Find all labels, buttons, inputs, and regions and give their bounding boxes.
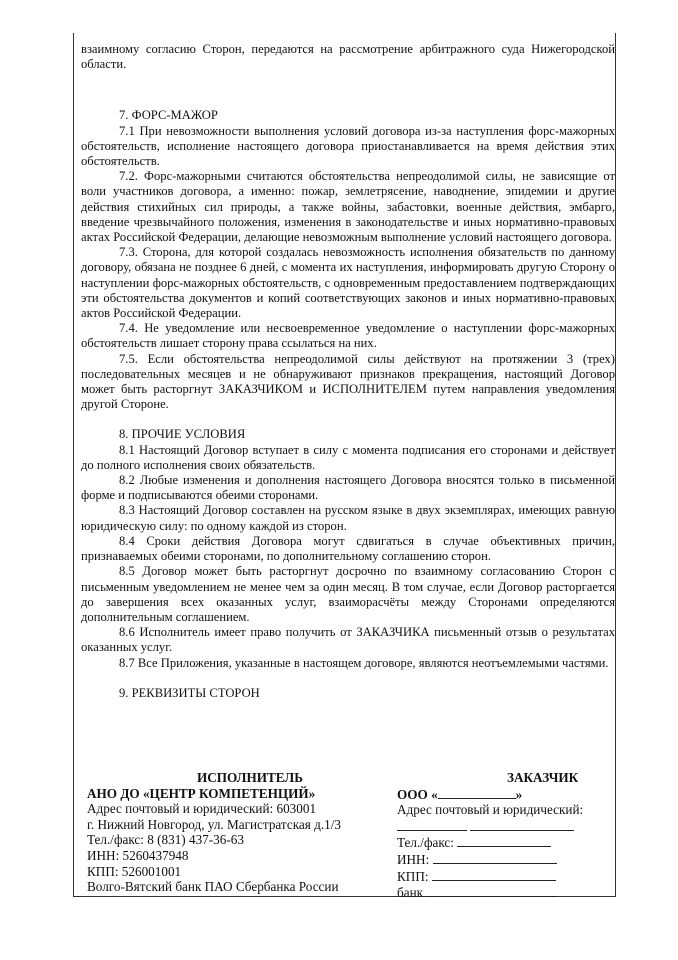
customer-address-label: Адрес почтовый и юридический:	[397, 802, 584, 818]
executor-org: АНО ДО «ЦЕНТР КОМПЕТЕНЦИЙ»	[87, 785, 316, 801]
clause-7-1: 7.1 При невозможности выполнения условий договора из-за наступления форс-мажорных обстоятельств, исполнение настоящего договора приостанавливается на время действия этих обстоятельств.	[81, 123, 615, 169]
executor-bank: Волго-Вятский банк ПАО Сбербанка России	[87, 879, 339, 895]
customer-block	[397, 770, 615, 901]
customer-inn-blank	[433, 851, 557, 864]
contract-body	[81, 42, 615, 701]
customer-bank	[397, 884, 615, 901]
customer-title: ЗАКАЗЧИК	[507, 770, 579, 785]
executor-address-line: г. Нижний Новгород, ул. Магистратская д.1/3	[87, 816, 341, 832]
page-border-right	[615, 33, 616, 897]
executor-kpp: КПП: 526001001	[87, 863, 182, 879]
section-8-heading: 8. ПРОЧИЕ УСЛОВИЯ	[119, 427, 246, 442]
clause-8-7: 8.7 Все Приложения, указанные в настоящем договоре, являются неотъемлемыми частями.	[119, 655, 609, 670]
executor-title: ИСПОЛНИТЕЛЬ	[197, 770, 303, 785]
customer-org-suffix: »	[515, 786, 523, 802]
clause-8-1: 8.1 Настоящий Договор вступает в силу с момента подписания его сторонами и действует до полного исполнения своих обязательств.	[81, 442, 615, 472]
customer-phone	[397, 834, 615, 851]
customer-kpp-blank	[432, 868, 556, 881]
executor-address-label: Адрес почтовый и юридический: 603001	[87, 801, 317, 817]
customer-org-prefix: ООО «	[397, 786, 438, 802]
clause-8-5: 8.5 Договор может быть расторгнут досрочно по взаимному согласованию Сторон с письменным уведомлением не менее чем за один месяц. В том случае, если Договор расторгается до завершения всех оказанных услуг, взаиморасчёты между Сторонами определяются дополнительным соглашением.	[81, 564, 615, 624]
page-border-left	[73, 33, 74, 897]
executor-block	[87, 770, 377, 895]
customer-bank-blank	[426, 884, 556, 897]
clause-7-2: 7.2. Форс-мажорными считаются обстоятельства непреодолимой силы, не зависящие от воли участников договора, а именно: пожар, землетрясение, наводнение, эпидемии и другие действия стихийных сил природы, а также войны, забастовки, военные действия, эмбарго, введение чрезвычайного положения, изменения в законодательстве и иных нормативно-правовых актах Российской Федерации, делающие невозможным выполнение условий настоящего договора.	[81, 169, 615, 245]
customer-org-blank	[438, 786, 516, 799]
customer-phone-blank	[457, 834, 551, 847]
intro-paragraph: взаимному согласию Сторон, передаются на рассмотрение арбитражного суда Нижегородской области.	[81, 42, 615, 72]
clause-7-3: 7.3. Сторона, для которой создалась невозможность исполнения обязательств по данному договору, обязана не позднее 6 дней, с момента их наступления, информировать другую Сторону о наступлении форс-мажорных обстоятельств, с одновременным предоставлением подтверждающих эти обстоятельства документов и копий соответствующих законов и иных нормативно-правовых актов Российской Федерации.	[81, 245, 615, 321]
clause-7-5: 7.5. Если обстоятельства непреодолимой силы действуют на протяжении 3 (трех) последовательных месяцев и не обнаруживают признаков прекращения, настоящий Договор может быть расторгнут ЗАКАЗЧИКОМ и ИСПОЛНИТЕЛЕМ путем направления уведомления другой Стороне.	[81, 351, 615, 412]
customer-inn	[397, 851, 615, 868]
customer-address-blank-1	[397, 818, 467, 831]
customer-bank-label: банк	[397, 885, 424, 901]
clause-8-3: 8.3 Настоящий Договор составлен на русском языке в двух экземплярах, имеющих равную юридическую силу: по одному каждой из сторон.	[81, 503, 615, 533]
customer-kpp	[397, 868, 615, 885]
customer-phone-label: Тел./факс:	[397, 835, 454, 851]
clause-7-4: 7.4. Не уведомление или несвоевременное уведомление о наступлении форс-мажорных обстоятельств лишает сторону права ссылаться на них.	[81, 321, 615, 351]
executor-phone: Тел./факс: 8 (831) 437-36-63	[87, 832, 244, 848]
section-9-heading: 9. РЕКВИЗИТЫ СТОРОН	[119, 685, 260, 700]
customer-address-blanks	[397, 818, 615, 835]
executor-inn: ИНН: 5260437948	[87, 847, 189, 863]
clause-8-4: 8.4 Сроки действия Договора могут сдвигаться в случае объективных причин, признаваемых обеими сторонами, по дополнительному соглашению сторон.	[81, 533, 615, 564]
customer-address-blank-2	[470, 818, 574, 831]
customer-kpp-label: КПП:	[397, 868, 429, 884]
section-7-heading: 7. ФОРС-МАЖОР	[119, 108, 218, 123]
clause-8-6: 8.6 Исполнитель имеет право получить от ЗАКАЗЧИКА письменный отзыв о результатах оказанных услуг.	[81, 625, 615, 655]
customer-org	[397, 786, 615, 803]
clause-8-2: 8.2 Любые изменения и дополнения настоящего Договора вносятся только в письменной форме и подписываются обеими сторонами.	[81, 473, 615, 503]
customer-inn-label: ИНН:	[397, 851, 430, 867]
